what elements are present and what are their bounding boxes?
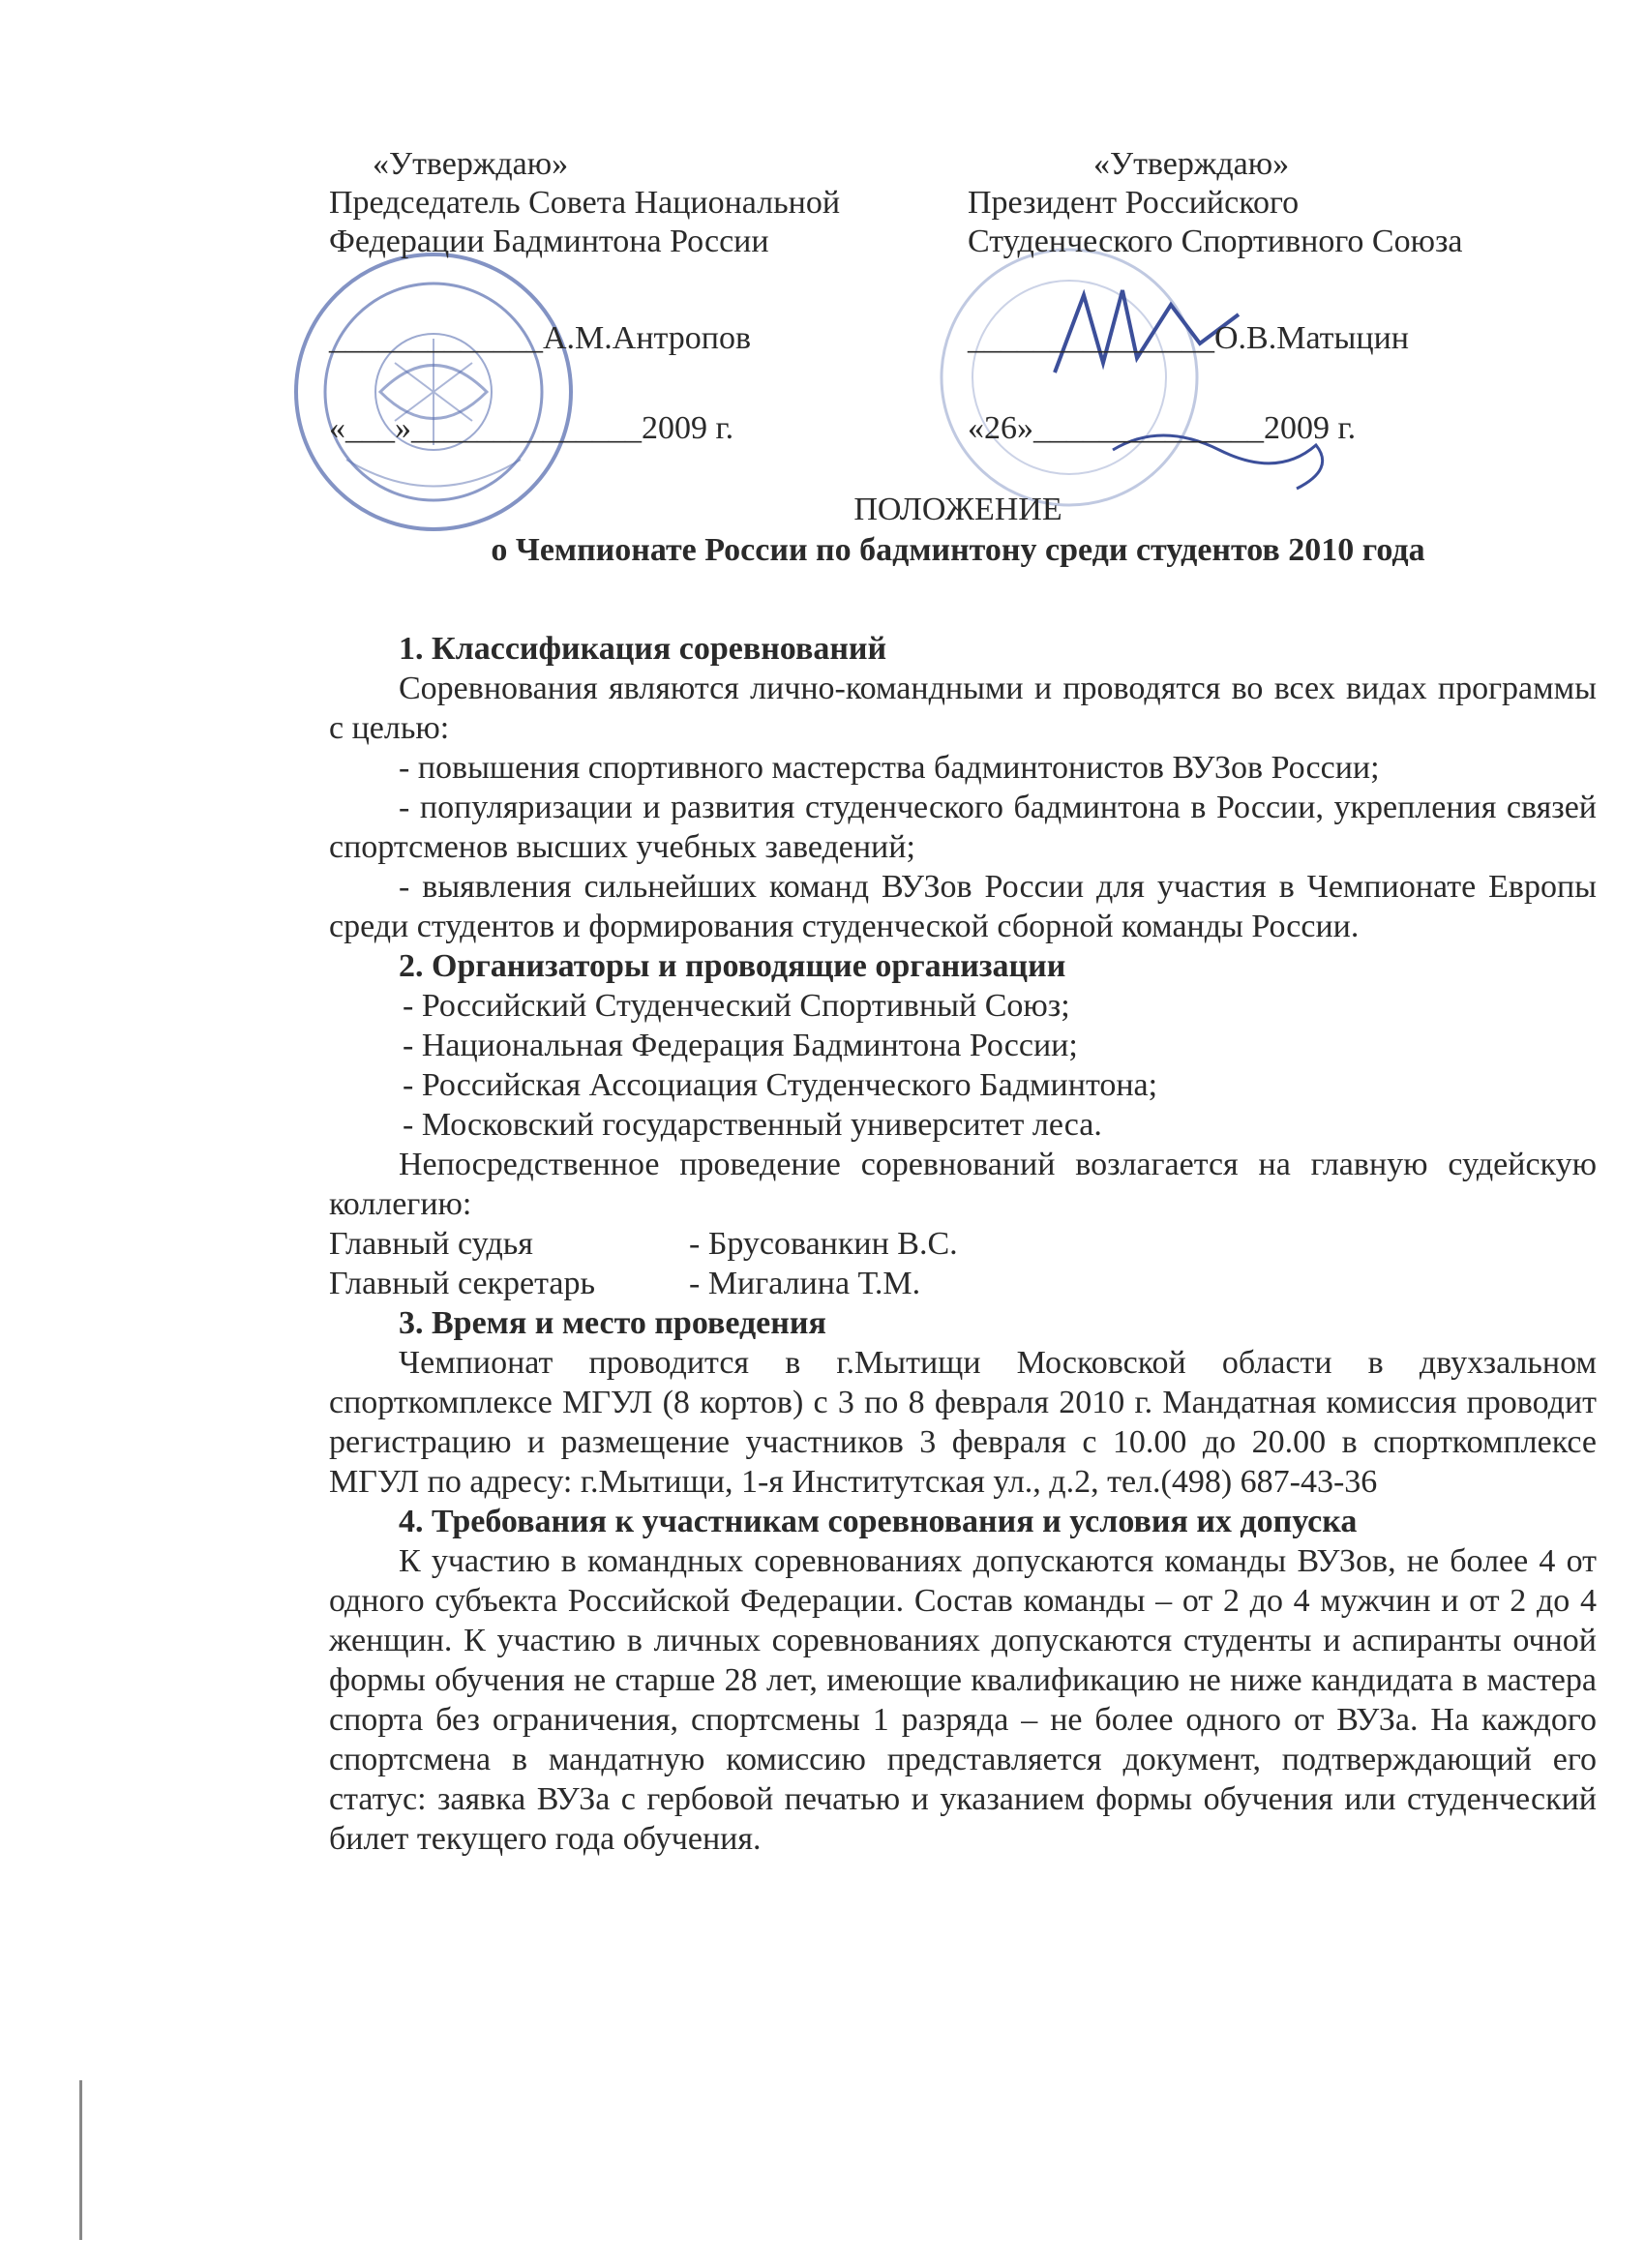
section-3-text: Чемпионат проводится в г.Мытищи Московской области в двухзальном спорткомплексе МГУЛ (8 кортов) с 3 по 8 февраля 2010 г. Мандатная комиссия проводит регистрацию и размещение участников 3 февраля с 10.00 до 20.00 в спорткомплексе МГУЛ по адресу: г.Мытищи, 1-я Институтская ул., д.2, тел.(498) 687-43-36 [329, 1345, 1597, 1500]
judge-role: Главный судья [329, 1226, 533, 1262]
approval-right-date: «26»______________2009 г. [968, 410, 1357, 446]
approval-right-quote: «Утверждаю» [1093, 146, 1290, 182]
approval-left-date: «___»______________2009 г. [329, 410, 734, 446]
document-body [329, 629, 1597, 1859]
section-1-heading: 1. Классификация соревнований [399, 631, 887, 667]
judge-row [329, 1264, 1597, 1303]
approval-right-signature: _______________О.В.Матыцин [968, 320, 1409, 356]
judge-name: - Брусованкин В.С. [689, 1226, 958, 1262]
judge-role: Главный секретарь [329, 1266, 596, 1301]
section-2-heading: 2. Организаторы и проводящие организации [399, 948, 1066, 984]
judge-row [329, 1224, 1597, 1264]
approval-left-signature: _____________А.М.Антропов [329, 320, 752, 356]
approval-left-quote: «Утверждаю» [373, 146, 569, 182]
section-1-item: - выявления сильнейших команд ВУЗов России для участия в Чемпионате Европы среди студентов и формирования студенческой сборной команды России. [329, 869, 1597, 944]
approval-block-right [968, 145, 1587, 448]
organizer-item: - Национальная Федерация Бадминтона России; [403, 1028, 1078, 1063]
section-3-heading: 3. Время и место проведения [399, 1305, 826, 1341]
organizer-item: - Российский Студенческий Спортивный Союз; [403, 988, 1070, 1024]
approval-block-left [329, 145, 948, 448]
title-line-1: ПОЛОЖЕНИЕ [853, 492, 1062, 527]
approval-left-organization: Федерации Бадминтона России [329, 224, 769, 259]
organizer-item: - Московский государственный университет леса. [403, 1107, 1102, 1143]
title-line-2: о Чемпионате России по бадминтону среди студентов 2010 года [491, 532, 1425, 568]
section-4-text: К участию в командных соревнованиях допускаются команды ВУЗов, не более 4 от одного субъекта Российской Федерации. Состав команды – от 2 до 4 мужчин и от 2 до 4 женщин. К участию в личных соревнованиях допускаются студенты и аспиранты очной формы обучения не старше 28 лет, имеющие квалификацию не ниже кандидата в мастера спорта без ограничения, спортсмены 1 разряда – не более одного от ВУЗа. На каждого спортсмена в мандатную комиссию представляется документ, подтверждающий его статус: заявка ВУЗа с гербовой печатью и указанием формы обучения или студенческий билет текущего года обучения. [329, 1543, 1597, 1857]
approval-left-position: Председатель Совета Национальной [329, 185, 841, 221]
section-1-item: - популяризации и развития студенческого бадминтона в России, укрепления связей спортсменов высших учебных заведений; [329, 790, 1597, 865]
section-1-item: - повышения спортивного мастерства бадминтонистов ВУЗов России; [399, 750, 1380, 786]
approval-right-position: Президент Российского [968, 185, 1300, 221]
judge-name: - Мигалина Т.М. [689, 1266, 921, 1301]
organizer-item: - Российская Ассоциация Студенческого Бадминтона; [403, 1067, 1158, 1103]
scan-margin-line [79, 2080, 82, 2240]
section-2-text: Непосредственное проведение соревнований возлагается на главную судейскую коллегию: [329, 1147, 1597, 1222]
document-title [329, 490, 1587, 571]
approval-right-organization: Студенческого Спортивного Союза [968, 224, 1463, 259]
section-4-heading: 4. Требования к участникам соревнования и условия их допуска [399, 1504, 1358, 1539]
section-1-intro: Соревнования являются лично-командными и проводятся во всех видах программы с целью: [329, 671, 1597, 746]
